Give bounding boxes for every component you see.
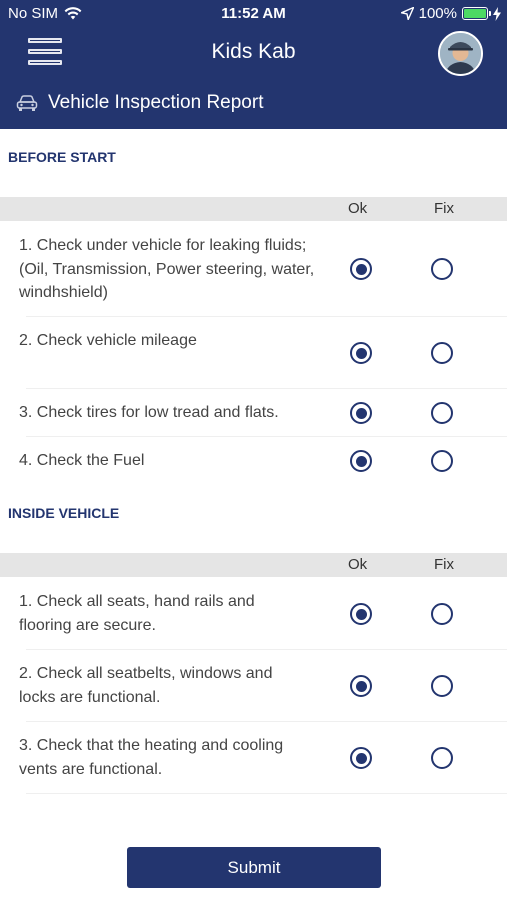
fix-radio[interactable] <box>431 342 453 364</box>
fix-radio[interactable] <box>431 450 453 472</box>
fix-radio[interactable] <box>431 747 453 769</box>
report-subheader <box>16 92 263 114</box>
checklist-item-label: 4. Check the Fuel <box>19 452 145 469</box>
app-header <box>0 0 507 129</box>
app-title: Kids Kab <box>211 40 296 63</box>
charging-bolt-icon <box>493 7 501 21</box>
report-title: Vehicle Inspection Report <box>48 92 264 113</box>
column-fix-label: Fix <box>434 200 454 217</box>
section-title-inside-vehicle: INSIDE VEHICLE <box>8 505 120 521</box>
ok-radio[interactable] <box>350 258 372 280</box>
checklist-item-label: 2. Check all seatbelts, windows and locks are functional. <box>19 665 273 706</box>
ok-radio[interactable] <box>350 603 372 625</box>
column-fix-label: Fix <box>434 556 454 573</box>
fix-radio[interactable] <box>431 402 453 424</box>
submit-button[interactable]: Submit <box>127 847 381 888</box>
checklist-row <box>0 389 507 437</box>
ok-radio[interactable] <box>350 342 372 364</box>
battery-percent: 100% <box>418 5 457 22</box>
ok-radio[interactable] <box>350 747 372 769</box>
checklist-row <box>0 437 507 485</box>
checklist-item-label: 1. Check all seats, hand rails and flooring are secure. <box>19 593 255 634</box>
ok-radio[interactable] <box>350 675 372 697</box>
checklist-row <box>0 578 507 650</box>
clock: 11:52 AM <box>221 5 286 22</box>
column-header <box>0 197 507 221</box>
location-arrow-icon <box>401 7 414 20</box>
checklist-item-label: 3. Check tires for low tread and flats. <box>19 404 279 421</box>
checklist-row <box>0 722 507 794</box>
checklist-row <box>0 222 507 317</box>
column-ok-label: Ok <box>348 556 368 573</box>
status-bar <box>0 0 507 28</box>
driver-avatar[interactable] <box>438 31 483 76</box>
fix-radio[interactable] <box>431 258 453 280</box>
car-icon <box>16 94 38 112</box>
checklist-item-label: 2. Check vehicle mileage <box>19 332 197 349</box>
checklist-item-label: 3. Check that the heating and cooling vents are functional. <box>19 737 284 778</box>
section-title-before-start: BEFORE START <box>8 149 116 165</box>
battery-icon <box>462 7 488 20</box>
ok-radio[interactable] <box>350 450 372 472</box>
checklist-item-label: 1. Check under vehicle for leaking fluids; (Oil, Transmission, Power steering, water, windhshield) <box>19 237 315 301</box>
carrier-label: No SIM <box>8 5 59 22</box>
column-header <box>0 553 507 577</box>
checklist-row <box>0 317 507 389</box>
column-ok-label: Ok <box>348 200 368 217</box>
fix-radio[interactable] <box>431 675 453 697</box>
ok-radio[interactable] <box>350 402 372 424</box>
fix-radio[interactable] <box>431 603 453 625</box>
checklist-row <box>0 650 507 722</box>
